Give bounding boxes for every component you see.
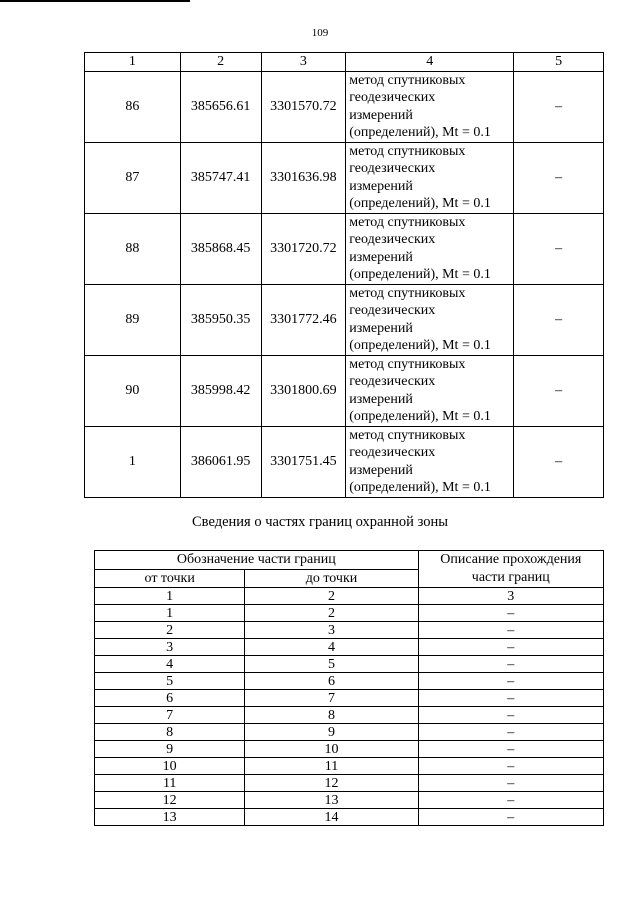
from-point: 12: [95, 792, 245, 809]
to-point: 4: [245, 639, 418, 656]
to-point: 14: [245, 809, 418, 826]
coordinates-table-header-row: [85, 53, 604, 72]
method-line: измерений: [349, 249, 413, 265]
to-point: 6: [245, 673, 418, 690]
point-number: 87: [85, 142, 181, 213]
coordinates-table-row: [85, 426, 604, 497]
method-line: (определений), Mt = 0.1: [349, 338, 491, 353]
to-point: 10: [245, 741, 418, 758]
point-number: 89: [85, 284, 181, 355]
from-point: 7: [95, 707, 245, 724]
to-point: 2: [245, 605, 418, 622]
note-cell: –: [514, 213, 604, 284]
coordinates-table-row: [85, 284, 604, 355]
section-title: Сведения о частях границ охранной зоны: [192, 514, 448, 530]
part-description: –: [418, 656, 603, 673]
header-description-line-1: Описание прохождения: [440, 552, 582, 567]
parts-table-row: [95, 673, 604, 690]
from-point: 9: [95, 741, 245, 758]
determination-method: [346, 355, 514, 426]
method-line: (определений), Mt = 0.1: [349, 480, 491, 495]
part-description: –: [418, 707, 603, 724]
from-point: 13: [95, 809, 245, 826]
col-header-5: 5: [514, 53, 604, 72]
note-cell: –: [514, 355, 604, 426]
to-point: 8: [245, 707, 418, 724]
from-point: 3: [95, 639, 245, 656]
method-line: метод спутниковых: [349, 427, 466, 443]
part-description: –: [418, 809, 603, 826]
header-from-point: от точки: [95, 569, 245, 588]
method-line: метод спутниковых: [349, 72, 466, 88]
part-description: –: [418, 673, 603, 690]
from-point: 5: [95, 673, 245, 690]
note-cell: –: [514, 71, 604, 142]
method-line: метод спутниковых: [349, 214, 466, 230]
from-point: 4: [95, 656, 245, 673]
method-line: метод спутниковых: [349, 356, 466, 372]
parts-table-row: [95, 656, 604, 673]
part-description: –: [418, 758, 603, 775]
header-boundary-designation: Обозначение части границ: [95, 551, 419, 570]
from-point: 11: [95, 775, 245, 792]
method-line: геодезических: [349, 445, 436, 460]
to-point: 11: [245, 758, 418, 775]
header-description: [418, 551, 603, 588]
coordinate-x: 386061.95: [180, 426, 261, 497]
numbering-1: 1: [95, 588, 245, 605]
parts-table-row: [95, 741, 604, 758]
part-description: –: [418, 792, 603, 809]
from-point: 6: [95, 690, 245, 707]
coordinate-y: 3301800.69: [261, 355, 346, 426]
method-line: метод спутниковых: [349, 285, 466, 301]
point-number: 88: [85, 213, 181, 284]
coordinate-y: 3301751.45: [261, 426, 346, 497]
numbering-2: 2: [245, 588, 418, 605]
from-point: 10: [95, 758, 245, 775]
coordinate-x: 385868.45: [180, 213, 261, 284]
method-line: измерений: [349, 462, 413, 478]
point-number: 86: [85, 71, 181, 142]
parts-table-row: [95, 775, 604, 792]
parts-numbering-row: [95, 588, 604, 605]
coordinate-x: 385998.42: [180, 355, 261, 426]
method-line: геодезических: [349, 232, 436, 247]
to-point: 7: [245, 690, 418, 707]
coordinate-x: 385950.35: [180, 284, 261, 355]
part-description: –: [418, 622, 603, 639]
note-cell: –: [514, 142, 604, 213]
method-line: метод спутниковых: [349, 143, 466, 159]
header-to-point: до точки: [245, 569, 418, 588]
to-point: 13: [245, 792, 418, 809]
coordinates-table-row: [85, 142, 604, 213]
parts-table-row: [95, 724, 604, 741]
parts-table-row: [95, 758, 604, 775]
point-number: 1: [85, 426, 181, 497]
coordinates-table-row: [85, 355, 604, 426]
coordinate-x: 385656.61: [180, 71, 261, 142]
method-line: (определений), Mt = 0.1: [349, 409, 491, 424]
from-point: 8: [95, 724, 245, 741]
coordinate-x: 385747.41: [180, 142, 261, 213]
parts-table-row: [95, 690, 604, 707]
determination-method: [346, 213, 514, 284]
col-header-2: 2: [180, 53, 261, 72]
method-line: геодезических: [349, 303, 436, 318]
header-description-line-2: части границ: [471, 570, 550, 585]
method-line: (определений), Mt = 0.1: [349, 267, 491, 282]
part-description: –: [418, 724, 603, 741]
method-line: измерений: [349, 320, 413, 336]
coordinate-y: 3301772.46: [261, 284, 346, 355]
part-description: –: [418, 639, 603, 656]
boundary-parts-table: [94, 550, 604, 826]
to-point: 12: [245, 775, 418, 792]
to-point: 3: [245, 622, 418, 639]
parts-table-row: [95, 792, 604, 809]
determination-method: [346, 71, 514, 142]
parts-table-row: [95, 707, 604, 724]
method-line: (определений), Mt = 0.1: [349, 196, 491, 211]
coordinate-y: 3301720.72: [261, 213, 346, 284]
parts-header-row-1: [95, 551, 604, 570]
parts-table-row: [95, 622, 604, 639]
note-cell: –: [514, 426, 604, 497]
determination-method: [346, 142, 514, 213]
parts-table-row: [95, 639, 604, 656]
col-header-1: 1: [85, 53, 181, 72]
coordinate-y: 3301570.72: [261, 71, 346, 142]
parts-table-row: [95, 809, 604, 826]
part-description: –: [418, 775, 603, 792]
method-line: (определений), Mt = 0.1: [349, 125, 491, 140]
to-point: 9: [245, 724, 418, 741]
numbering-3: 3: [418, 588, 603, 605]
page-number: 109: [311, 27, 329, 39]
method-line: геодезических: [349, 374, 436, 389]
determination-method: [346, 284, 514, 355]
point-number: 90: [85, 355, 181, 426]
parts-table-row: [95, 605, 604, 622]
top-rule: [0, 0, 190, 2]
from-point: 1: [95, 605, 245, 622]
coordinates-table-row: [85, 71, 604, 142]
method-line: измерений: [349, 391, 413, 407]
method-line: геодезических: [349, 161, 436, 176]
from-point: 2: [95, 622, 245, 639]
determination-method: [346, 426, 514, 497]
part-description: –: [418, 605, 603, 622]
part-description: –: [418, 741, 603, 758]
method-line: измерений: [349, 178, 413, 194]
col-header-4: 4: [346, 53, 514, 72]
coordinates-table-row: [85, 213, 604, 284]
coordinate-y: 3301636.98: [261, 142, 346, 213]
method-line: измерений: [349, 107, 413, 123]
coordinates-table: [84, 52, 604, 498]
to-point: 5: [245, 656, 418, 673]
method-line: геодезических: [349, 90, 436, 105]
note-cell: –: [514, 284, 604, 355]
part-description: –: [418, 690, 603, 707]
col-header-3: 3: [261, 53, 346, 72]
